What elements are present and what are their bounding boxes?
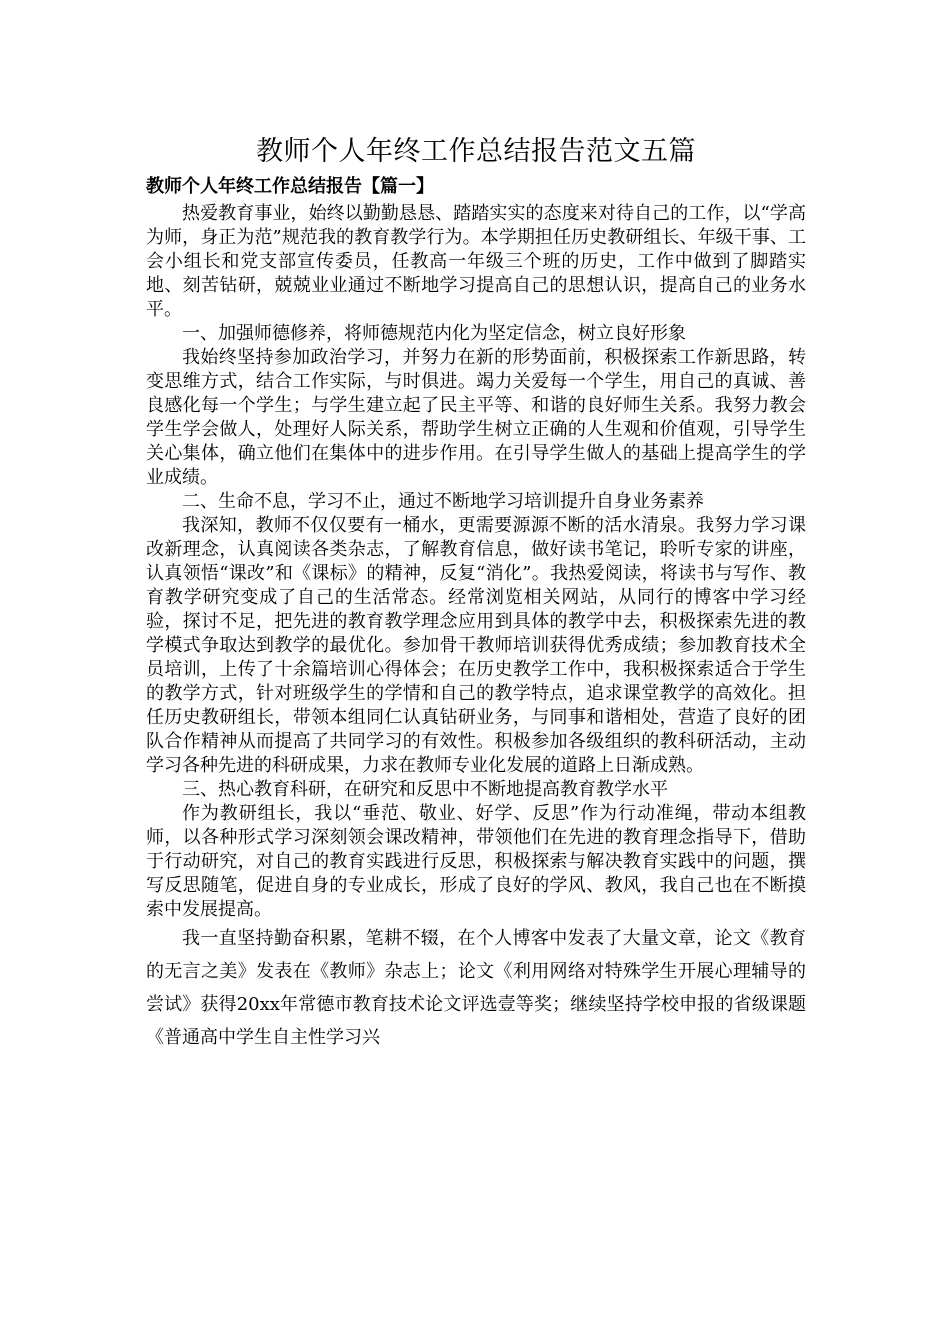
paragraph-achievements: 我一直坚持勤奋积累，笔耕不辍，在个人博客中发表了大量文章，论文《教育的无言之美》发表在《教师》杂志上；论文《利用网络对特殊学生开展心理辅导的尝试》获得20xx年常德市教育技术论文评选壹等奖；继续坚持学校申报的省级课题《普通高中学生自主性学习兴 — [146, 928, 806, 1048]
document-page — [146, 130, 806, 1054]
paragraph-point-1: 我始终坚持参加政治学习，并努力在新的形势面前，积极探索工作新思路，转变思维方式，结合工作实际，与时俱进。竭力关爱每一个学生，用自己的真诚、善良感化每一个学生；与学生建立起了民主平等、和谐的良好师生关系。我努力教会学生学会做人，处理好人际关系，帮助学生树立正确的人生观和价值观，引导学生关心集体，确立他们在集体中的进步作用。在引导学生做人的基础上提高学生的学业成绩。 — [146, 347, 806, 488]
heading-point-2: 二、生命不息，学习不止，通过不断地学习培训提升自身业务素养 — [182, 491, 704, 512]
heading-point-3: 三、热心教育科研，在研究和反思中不断地提高教育教学水平 — [182, 779, 668, 800]
section-title: 教师个人年终工作总结报告【篇一】 — [146, 176, 434, 197]
paragraph-point-2: 我深知，教师不仅仅要有一桶水，更需要源源不断的活水清泉。我努力学习课改新理念，认真阅读各类杂志，了解教育信息，做好读书笔记，聆听专家的讲座，认真领悟“课改”和《课标》的精神，反复“消化”。我热爱阅读，将读书与写作、教育教学研究变成了自己的生活常态。经常浏览相关网站，从同行的博客中学习经验，探讨不足，把先进的教育教学理念应用到具体的教学中去，积极探索先进的教学模式争取达到教学的最优化。参加骨干教师培训获得优秀成绩；参加教育技术全员培训，上传了十余篇培训心得体会；在历史教学工作中，我积极探索适合于学生的教学方式，针对班级学生的学情和自己的教学特点，追求课堂教学的高效化。担任历史教研组长，带领本组同仁认真钻研业务，与同事和谐相处，营造了良好的团队合作精神从而提高了共同学习的有效性。积极参加各级组织的教科研活动，主动学习各种先进的科研成果，力求在教师专业化发展的道路上日渐成熟。 — [146, 515, 806, 776]
document-title: 教师个人年终工作总结报告范文五篇 — [256, 136, 696, 167]
paragraph-point-3: 作为教研组长，我以“垂范、敬业、好学、反思”作为行动准绳，带动本组教师，以各种形式学习深刻领会课改精神，带领他们在先进的教育理念指导下，借助于行动研究，对自己的教育实践进行反思，积极探索与解决教育实践中的问题，撰写反思随笔，促进自身的专业成长，形成了良好的学风、教风，我自己也在不断摸索中发展提高。 — [146, 803, 806, 920]
heading-point-1: 一、加强师德修养，将师德规范内化为坚定信念，树立良好形象 — [182, 323, 686, 344]
paragraph-intro: 热爱教育事业，始终以勤勤恳恳、踏踏实实的态度来对待自己的工作，以“学高为师，身正为范”规范我的教育教学行为。本学期担任历史教研组长、年级干事、工会小组长和党支部宣传委员，任教高一年级三个班的历史，工作中做到了脚踏实地、刻苦钻研，兢兢业业通过不断地学习提高自己的思想认识，提高自己的业务水平。 — [146, 203, 806, 320]
